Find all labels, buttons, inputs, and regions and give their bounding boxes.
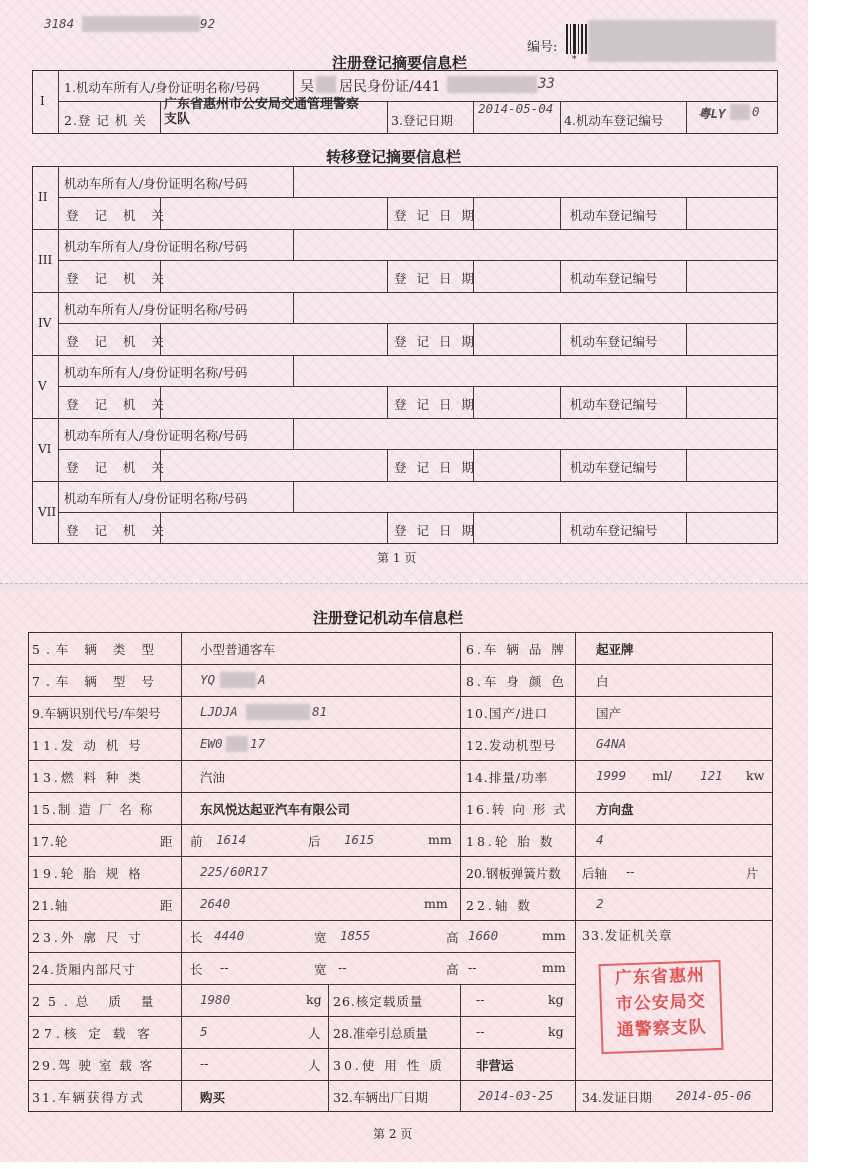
transfer-owner-label: 机动车所有人/身份证明名称/号码 — [64, 428, 248, 443]
f18-value: 4 — [596, 832, 604, 847]
transfer-date-label: 登 记 日 期 — [394, 334, 477, 349]
col-divider — [293, 355, 294, 386]
f17-label: 17.轮 — [32, 834, 69, 849]
transfer-authority-label: 登 记 机 关 — [66, 397, 170, 412]
f12-value: G4NA — [596, 736, 627, 751]
stamp-line-3: 通警察支队 — [616, 1017, 708, 1041]
transfer-regno-label: 机动车登记编号 — [570, 271, 658, 286]
f24-l-label: 长 — [190, 962, 203, 977]
row-divider — [32, 292, 778, 293]
col-divider — [387, 386, 388, 418]
date-value: 2014-05-04 — [478, 101, 554, 116]
f19-value: 225/60R17 — [200, 864, 268, 879]
f6-value: 起亚牌 — [596, 642, 634, 657]
section3-title: 注册登记机动车信息栏 — [313, 609, 464, 627]
transfer-regno-label: 机动车登记编号 — [570, 208, 658, 223]
f21-value: 2640 — [200, 896, 231, 911]
f33-label: 33.发证机关章 — [582, 928, 673, 943]
roman-numeral: V — [38, 379, 47, 393]
f23-label: 23.外 廓 尺 寸 — [32, 930, 144, 945]
f32-label: 32.车辆出厂日期 — [333, 1090, 428, 1105]
f23-l-label: 长 — [190, 930, 203, 945]
f14-unit2: kw — [746, 768, 765, 783]
col-divider — [387, 197, 388, 229]
f24-l: -- — [220, 960, 229, 975]
f10-value: 国产 — [596, 706, 622, 721]
section2-title: 转移登记摘要信息栏 — [326, 148, 462, 166]
f24-h-label: 高 — [446, 962, 459, 977]
col-divider — [387, 449, 388, 481]
f24-label: 24.货厢内部尺寸 — [32, 962, 136, 977]
row-inner-divider — [58, 386, 778, 387]
f19-label: 19.轮 胎 规 格 — [32, 866, 144, 881]
transfer-regno-label: 机动车登记编号 — [570, 334, 658, 349]
f29-value: -- — [200, 1056, 209, 1071]
f22-value: 2 — [596, 896, 604, 911]
f17-front-label: 前 — [190, 834, 203, 849]
redaction — [220, 672, 256, 688]
transfer-authority-label: 登 记 机 关 — [66, 271, 170, 286]
row-divider — [32, 418, 778, 419]
transfer-date-label: 登 记 日 期 — [394, 397, 477, 412]
f20-value: -- — [626, 864, 635, 879]
number-label: 编号: — [527, 40, 558, 55]
f12-label: 12.发动机型号 — [466, 738, 557, 753]
f8-value: 白 — [596, 674, 609, 689]
col-divider — [686, 260, 687, 292]
barcode-icon — [566, 24, 588, 62]
col-divider — [560, 260, 561, 292]
f18-label: 18.轮 胎 数 — [466, 834, 556, 849]
transfer-date-label: 登 记 日 期 — [394, 271, 477, 286]
f16-value: 方向盘 — [596, 802, 634, 817]
row-inner-divider — [58, 197, 778, 198]
transfer-authority-label: 登 记 机 关 — [66, 523, 170, 538]
f8-label: 8.车 身 颜 色 — [466, 674, 567, 689]
col-divider — [686, 512, 687, 544]
regno-suffix: 0 — [752, 104, 760, 119]
regno-label: 4.机动车登记编号 — [564, 113, 664, 128]
serial-prefix: 3184 — [44, 16, 75, 31]
f27-label: 27.核 定 载 客 — [32, 1026, 154, 1041]
transfer-regno-label: 机动车登记编号 — [570, 523, 658, 538]
f13-value: 汽油 — [200, 770, 226, 785]
f30-label: 30.使 用 性 质 — [333, 1058, 445, 1073]
roman-numeral: IV — [38, 316, 52, 330]
f26-value: -- — [476, 992, 485, 1007]
authority-value-2: 支队 — [164, 112, 191, 127]
transfer-date-label: 登 记 日 期 — [394, 208, 477, 223]
transfer-owner-label: 机动车所有人/身份证明名称/号码 — [64, 302, 248, 317]
col-divider — [387, 323, 388, 355]
f13-label: 13.燃 料 种 类 — [32, 770, 144, 785]
col-divider — [387, 260, 388, 292]
f20-unit: 片 — [746, 866, 759, 881]
redaction — [226, 736, 248, 752]
col-divider — [560, 323, 561, 355]
f24-w: -- — [338, 960, 347, 975]
col-divider — [560, 449, 561, 481]
f20-rear-label: 后轴 — [582, 866, 608, 881]
f23-h-label: 高 — [446, 930, 459, 945]
f29-label: 29.驾 驶 室 载 客 — [32, 1058, 155, 1073]
f26-label: 26.核定载质量 — [333, 994, 424, 1009]
f30-value: 非营运 — [476, 1058, 514, 1073]
col-divider — [293, 418, 294, 449]
f15-label: 15.制 造 厂 名 称 — [32, 802, 155, 817]
f27-value: 5 — [200, 1024, 208, 1039]
section1-title: 注册登记摘要信息栏 — [332, 54, 468, 72]
owner-name: 吴 — [300, 79, 314, 95]
f25-unit: kg — [306, 992, 322, 1007]
transfer-authority-label: 登 记 机 关 — [66, 208, 170, 223]
page-1-number: 第 1 页 — [377, 551, 417, 565]
redaction — [82, 16, 200, 32]
f6-label: 6.车 辆 品 牌 — [466, 642, 567, 657]
transfer-date-label: 登 记 日 期 — [394, 460, 477, 475]
f26-unit: kg — [548, 992, 564, 1007]
issuing-authority-stamp — [598, 960, 723, 1054]
f29-unit: 人 — [308, 1058, 321, 1073]
f21-unit: mm — [424, 896, 448, 911]
col-divider — [560, 386, 561, 418]
stamp-line-1: 广东省惠州 — [614, 965, 706, 989]
f34-label: 34.发证日期 — [582, 1090, 652, 1105]
f23-w: 1855 — [340, 928, 371, 943]
row-divider — [32, 355, 778, 356]
f17-front: 1614 — [216, 832, 247, 847]
f21-label: 21.轴 — [32, 898, 69, 913]
transfer-regno-label: 机动车登记编号 — [570, 460, 658, 475]
transfer-authority-label: 登 记 机 关 — [66, 460, 170, 475]
f15-value: 东风悦达起亚汽车有限公司 — [200, 802, 351, 817]
owner-id-prefix: 居民身份证/441 — [339, 79, 441, 95]
f28-label: 28.准牵引总质量 — [333, 1026, 428, 1041]
roman-1: I — [40, 94, 45, 108]
owner-id-suffix: 33 — [538, 76, 555, 92]
f17-rear: 1615 — [344, 832, 375, 847]
f17-label2: 距 — [160, 834, 174, 849]
f11-label: 11.发 动 机 号 — [32, 738, 144, 753]
authority-label: 2.登 记 机 关 — [64, 113, 147, 128]
f7-label: 7.车 辆 型 号 — [32, 674, 160, 689]
col-divider — [293, 229, 294, 260]
f28-value: -- — [476, 1024, 485, 1039]
f32-value: 2014-03-25 — [478, 1088, 554, 1103]
redaction — [447, 76, 537, 93]
f14-displacement: 1999 — [596, 768, 627, 783]
roman-numeral: VI — [38, 442, 52, 456]
f5-value: 小型普通客车 — [200, 642, 276, 657]
col-divider — [560, 197, 561, 229]
transfer-owner-label: 机动车所有人/身份证明名称/号码 — [64, 239, 248, 254]
f25-label: 25.总 质 量 — [32, 994, 162, 1009]
transfer-owner-label: 机动车所有人/身份证明名称/号码 — [64, 365, 248, 380]
roman-numeral: III — [38, 253, 53, 267]
roman-numeral: VII — [38, 505, 57, 519]
transfer-date-label: 登 记 日 期 — [394, 523, 477, 538]
redaction — [730, 104, 750, 120]
col-divider — [686, 323, 687, 355]
f23-h: 1660 — [468, 928, 499, 943]
col-divider — [686, 386, 687, 418]
f14-power: 121 — [700, 768, 723, 783]
f24-unit: mm — [542, 960, 566, 975]
serial-suffix: 92 — [200, 16, 216, 31]
col-divider — [293, 292, 294, 323]
date-label: 3.登记日期 — [391, 113, 453, 128]
col-divider — [293, 481, 294, 512]
owner-label: 1.机动车所有人/身份证明名称/号码 — [64, 80, 260, 95]
f17-rear-label: 后 — [308, 834, 321, 849]
col-divider — [560, 512, 561, 544]
f9-label: 9.车辆识别代号/车架号 — [32, 706, 161, 721]
f17-unit: mm — [428, 832, 452, 847]
f24-h: -- — [468, 960, 477, 975]
f10-label: 10.国产/进口 — [466, 706, 549, 721]
f11-suffix: 17 — [250, 736, 266, 751]
f11-prefix: EW0 — [200, 736, 223, 751]
regno-prefix: 粤LY — [698, 106, 726, 121]
barcode-redaction — [588, 20, 776, 62]
row-inner-divider — [58, 512, 778, 513]
f23-unit: mm — [542, 928, 566, 943]
f31-label: 31.车辆获得方式 — [32, 1090, 145, 1105]
row-divider — [32, 229, 778, 230]
f7-suffix: A — [258, 672, 266, 687]
f20-label: 20.钢板弹簧片数 — [466, 866, 561, 881]
authority-value-1: 广东省惠州市公安局交通管理警察 — [164, 97, 360, 112]
svg-text:*: * — [572, 55, 577, 62]
f7-prefix: YQ — [200, 672, 216, 687]
transfer-owner-label: 机动车所有人/身份证明名称/号码 — [64, 176, 248, 191]
f14-unit1: ml/ — [652, 768, 673, 783]
col-divider — [686, 449, 687, 481]
redaction — [316, 76, 336, 93]
row-inner-divider — [58, 449, 778, 450]
f24-w-label: 宽 — [314, 962, 327, 977]
transfer-owner-label: 机动车所有人/身份证明名称/号码 — [64, 491, 248, 506]
f21-label2: 距 — [160, 898, 174, 913]
col-divider — [387, 512, 388, 544]
f16-label: 16.转 向 形 式 — [466, 802, 568, 817]
f23-l: 4440 — [214, 928, 245, 943]
redaction — [246, 704, 310, 720]
row-inner-divider — [58, 323, 778, 324]
roman-numeral: II — [38, 190, 48, 204]
transfer-regno-label: 机动车登记编号 — [570, 397, 658, 412]
transfer-authority-label: 登 记 机 关 — [66, 334, 170, 349]
row-divider — [32, 481, 778, 482]
f14-label: 14.排量/功率 — [466, 770, 549, 785]
col-divider — [686, 197, 687, 229]
row-inner-divider — [58, 260, 778, 261]
f34-value: 2014-05-06 — [676, 1088, 752, 1103]
f23-w-label: 宽 — [314, 930, 327, 945]
f9-suffix: 81 — [312, 704, 328, 719]
f25-value: 1980 — [200, 992, 231, 1007]
f5-label: 5.车 辆 类 型 — [32, 642, 160, 657]
f31-value: 购买 — [200, 1090, 226, 1105]
f28-unit: kg — [548, 1024, 564, 1039]
page-2-number: 第 2 页 — [373, 1127, 413, 1141]
f9-prefix: LJDJA — [200, 704, 238, 719]
f22-label: 22.轴 数 — [466, 898, 533, 913]
f27-unit: 人 — [308, 1026, 321, 1041]
col-divider — [293, 166, 294, 197]
stamp-line-2: 市公安局交 — [615, 991, 707, 1015]
